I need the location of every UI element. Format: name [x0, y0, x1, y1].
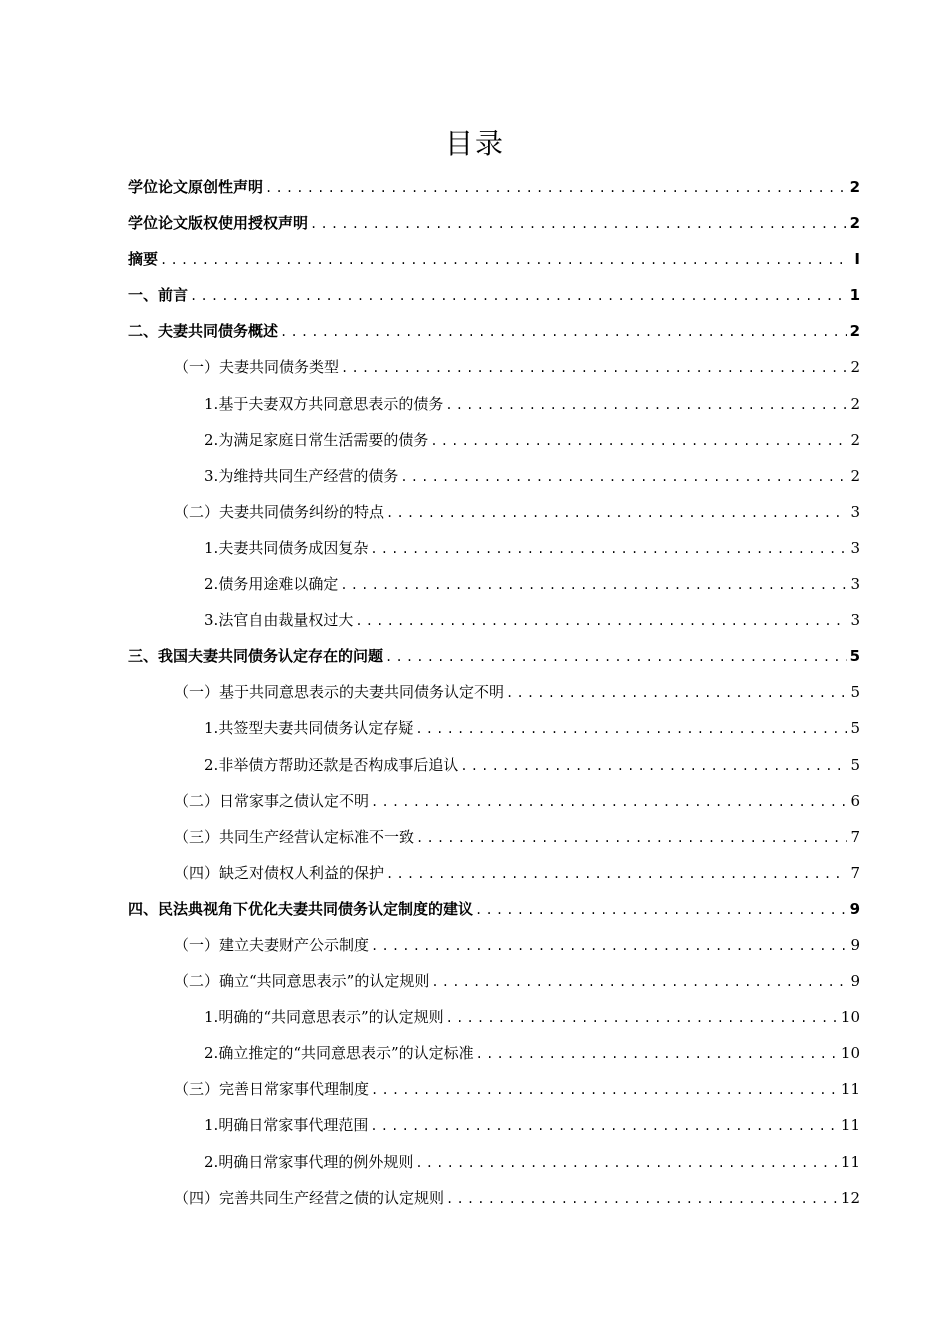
toc-entry-number: （二）: [174, 791, 220, 810]
toc-entry-page: I: [854, 250, 860, 269]
toc-entry-title: 夫妻共同债务概述: [158, 322, 279, 341]
toc-entry-number: 3.: [204, 466, 219, 485]
toc-entry[interactable]: [128, 465, 860, 501]
toc-entry-title: 债务用途难以确定: [218, 575, 339, 594]
toc-entry-page: 2: [850, 466, 860, 485]
toc-entry-title: 为满足家庭日常生活需要的债务: [218, 430, 429, 449]
toc-entry-page: 2: [850, 394, 860, 413]
toc-dot-leader: [446, 1011, 838, 1025]
toc-entry-number: （一）: [174, 358, 220, 377]
toc-entry-page: 9: [850, 972, 860, 991]
toc-entry-page: 9: [849, 899, 860, 918]
toc-entry-number: 1.: [204, 1008, 219, 1027]
toc-entry-page: 2: [850, 358, 860, 377]
toc-entry-title: 日常家事之债认定不明: [219, 791, 370, 810]
toc-dot-leader: [371, 1083, 838, 1097]
toc-dot-leader: [446, 1192, 838, 1206]
toc-entry-title: 法官自由裁量权过大: [218, 611, 354, 630]
toc-entry-number: 2.: [204, 575, 219, 594]
toc-dot-leader: [280, 325, 847, 339]
toc-entry-title: 确立“共同意思表示”的认定规则: [219, 972, 430, 991]
toc-entry-page: 2: [850, 430, 860, 449]
toc-entry-number: 2.: [204, 1152, 219, 1171]
toc-entry-page: 7: [850, 827, 860, 846]
toc-entry[interactable]: [128, 176, 860, 212]
toc-entry-number: （四）: [174, 1188, 220, 1207]
toc-entry[interactable]: [128, 970, 860, 1006]
table-of-contents: [128, 176, 860, 1223]
toc-entry-title: 缺乏对债权人利益的保护: [219, 863, 385, 882]
toc-dot-leader: [386, 867, 847, 881]
toc-dot-leader: [370, 1119, 838, 1133]
toc-entry-title: 夫妻共同债务类型: [219, 358, 340, 377]
toc-dot-leader: [190, 289, 847, 303]
toc-entry-number: 一、: [128, 286, 159, 305]
toc-entry-title: 基于共同意思表示的夫妻共同债务认定不明: [219, 683, 505, 702]
toc-entry-title: 非举债方帮助还款是否构成事后追认: [218, 755, 459, 774]
toc-entry[interactable]: [128, 717, 860, 753]
toc-entry[interactable]: [128, 320, 860, 356]
toc-entry-page: 2: [849, 178, 860, 196]
toc-entry-title: 民法典视角下优化夫妻共同债务认定制度的建议: [158, 899, 474, 918]
toc-entry-title: 学位论文原创性声明: [128, 178, 264, 196]
toc-entry-number: 3.: [204, 611, 219, 630]
toc-dot-leader: [431, 975, 847, 989]
toc-entry-number: 2.: [204, 1044, 219, 1063]
toc-entry[interactable]: [128, 501, 860, 537]
toc-dot-leader: [310, 217, 847, 231]
toc-entry-page: 11: [840, 1080, 860, 1099]
toc-dot-leader: [371, 795, 847, 809]
toc-entry[interactable]: [128, 609, 860, 645]
toc-entry[interactable]: [128, 898, 860, 934]
toc-entry-page: 11: [840, 1116, 860, 1135]
toc-entry-number: 四、: [128, 899, 159, 918]
toc-dot-leader: [386, 506, 847, 520]
toc-entry-page: 5: [849, 647, 860, 666]
toc-dot-leader: [371, 939, 847, 953]
toc-entry[interactable]: [128, 284, 860, 320]
toc-entry-page: 11: [840, 1152, 860, 1171]
toc-entry-number: （四）: [174, 863, 220, 882]
toc-dot-leader: [265, 181, 847, 195]
toc-entry[interactable]: [128, 537, 860, 573]
toc-dot-leader: [415, 1156, 838, 1170]
toc-entry-title: 完善日常家事代理制度: [219, 1080, 370, 1099]
toc-entry-number: 2.: [204, 755, 219, 774]
toc-entry[interactable]: [128, 1006, 860, 1042]
toc-entry-number: 1.: [204, 538, 219, 557]
toc-entry-page: 3: [850, 575, 860, 594]
toc-dot-leader: [370, 542, 847, 556]
toc-entry-title: 基于夫妻双方共同意思表示的债务: [218, 394, 444, 413]
toc-entry[interactable]: [128, 1114, 860, 1150]
toc-entry-page: 5: [850, 755, 860, 774]
toc-entry-page: 3: [850, 611, 860, 630]
toc-dot-leader: [416, 831, 847, 845]
toc-entry-number: （一）: [174, 683, 220, 702]
toc-entry-page: 12: [840, 1188, 860, 1207]
toc-entry[interactable]: [128, 212, 860, 248]
toc-entry-title: 前言: [158, 286, 189, 305]
toc-entry[interactable]: [128, 248, 860, 284]
toc-dot-leader: [355, 614, 847, 628]
toc-entry-page: 1: [849, 286, 860, 305]
toc-entry-page: 5: [850, 719, 860, 738]
toc-entry-number: （一）: [174, 935, 220, 954]
toc-entry-number: 1.: [204, 719, 219, 738]
toc-entry-title: 我国夫妻共同债务认定存在的问题: [158, 647, 384, 666]
toc-entry-page: 7: [850, 863, 860, 882]
toc-entry[interactable]: [128, 429, 860, 465]
toc-entry-title: 共签型夫妻共同债务认定存疑: [218, 719, 414, 738]
toc-dot-leader: [506, 686, 847, 700]
toc-entry-number: 2.: [204, 430, 219, 449]
toc-entry-page: 2: [849, 214, 860, 233]
toc-dot-leader: [475, 903, 847, 917]
toc-entry-number: 二、: [128, 322, 159, 341]
toc-entry[interactable]: [128, 1151, 860, 1187]
toc-entry-title: 建立夫妻财产公示制度: [219, 935, 370, 954]
toc-entry-page: 3: [850, 502, 860, 521]
toc-entry[interactable]: [128, 862, 860, 898]
toc-entry-title: 为维持共同生产经营的债务: [218, 466, 399, 485]
toc-dot-leader: [340, 578, 847, 592]
toc-entry[interactable]: [128, 645, 860, 681]
toc-entry-number: （二）: [174, 502, 220, 521]
toc-entry[interactable]: [128, 393, 860, 429]
toc-entry-title: 共同生产经营认定标准不一致: [219, 827, 415, 846]
toc-dot-leader: [385, 650, 847, 664]
toc-entry-page: 6: [850, 791, 860, 810]
toc-entry-title: 确立推定的“共同意思表示”的认定标准: [218, 1044, 474, 1063]
toc-entry-title: 学位论文版权使用授权声明: [128, 214, 309, 233]
toc-entry-title: 明确日常家事代理范围: [218, 1116, 369, 1135]
toc-entry[interactable]: [128, 790, 860, 826]
toc-entry-page: 5: [850, 683, 860, 702]
toc-entry[interactable]: [128, 754, 860, 790]
toc-dot-leader: [341, 361, 847, 375]
toc-entry-page: 3: [850, 538, 860, 557]
toc-entry[interactable]: [128, 826, 860, 862]
toc-entry[interactable]: [128, 681, 860, 717]
toc-entry-number: （三）: [174, 1080, 220, 1099]
toc-entry-page: 2: [849, 322, 860, 341]
toc-entry-page: 10: [840, 1008, 860, 1027]
toc-entry-number: 三、: [128, 647, 159, 666]
toc-entry-title: 完善共同生产经营之债的认定规则: [219, 1188, 445, 1207]
toc-entry[interactable]: [128, 573, 860, 609]
toc-dot-leader: [160, 253, 847, 267]
toc-dot-leader: [430, 434, 847, 448]
toc-dot-leader: [445, 398, 847, 412]
toc-entry-title: 摘要: [128, 250, 159, 269]
toc-entry-number: 1.: [204, 394, 219, 413]
toc-entry-number: （三）: [174, 827, 220, 846]
toc-entry[interactable]: [128, 1078, 860, 1114]
toc-entry-title: 夫妻共同债务成因复杂: [218, 538, 369, 557]
toc-dot-leader: [400, 470, 847, 484]
toc-entry[interactable]: [128, 1187, 860, 1223]
toc-entry-title: 夫妻共同债务纠纷的特点: [219, 502, 385, 521]
toc-entry-title: 明确的“共同意思表示”的认定规则: [218, 1008, 444, 1027]
toc-dot-leader: [460, 759, 847, 773]
toc-entry[interactable]: [128, 934, 860, 970]
toc-entry-title: 明确日常家事代理的例外规则: [218, 1152, 414, 1171]
toc-entry-number: （二）: [174, 972, 220, 991]
toc-entry-page: 10: [840, 1044, 860, 1063]
toc-entry[interactable]: [128, 356, 860, 392]
toc-entry-page: 9: [850, 935, 860, 954]
toc-entry[interactable]: [128, 1042, 860, 1078]
toc-entry-number: 1.: [204, 1116, 219, 1135]
toc-dot-leader: [415, 722, 847, 736]
toc-dot-leader: [476, 1047, 838, 1061]
toc-title: 目录: [444, 127, 505, 160]
